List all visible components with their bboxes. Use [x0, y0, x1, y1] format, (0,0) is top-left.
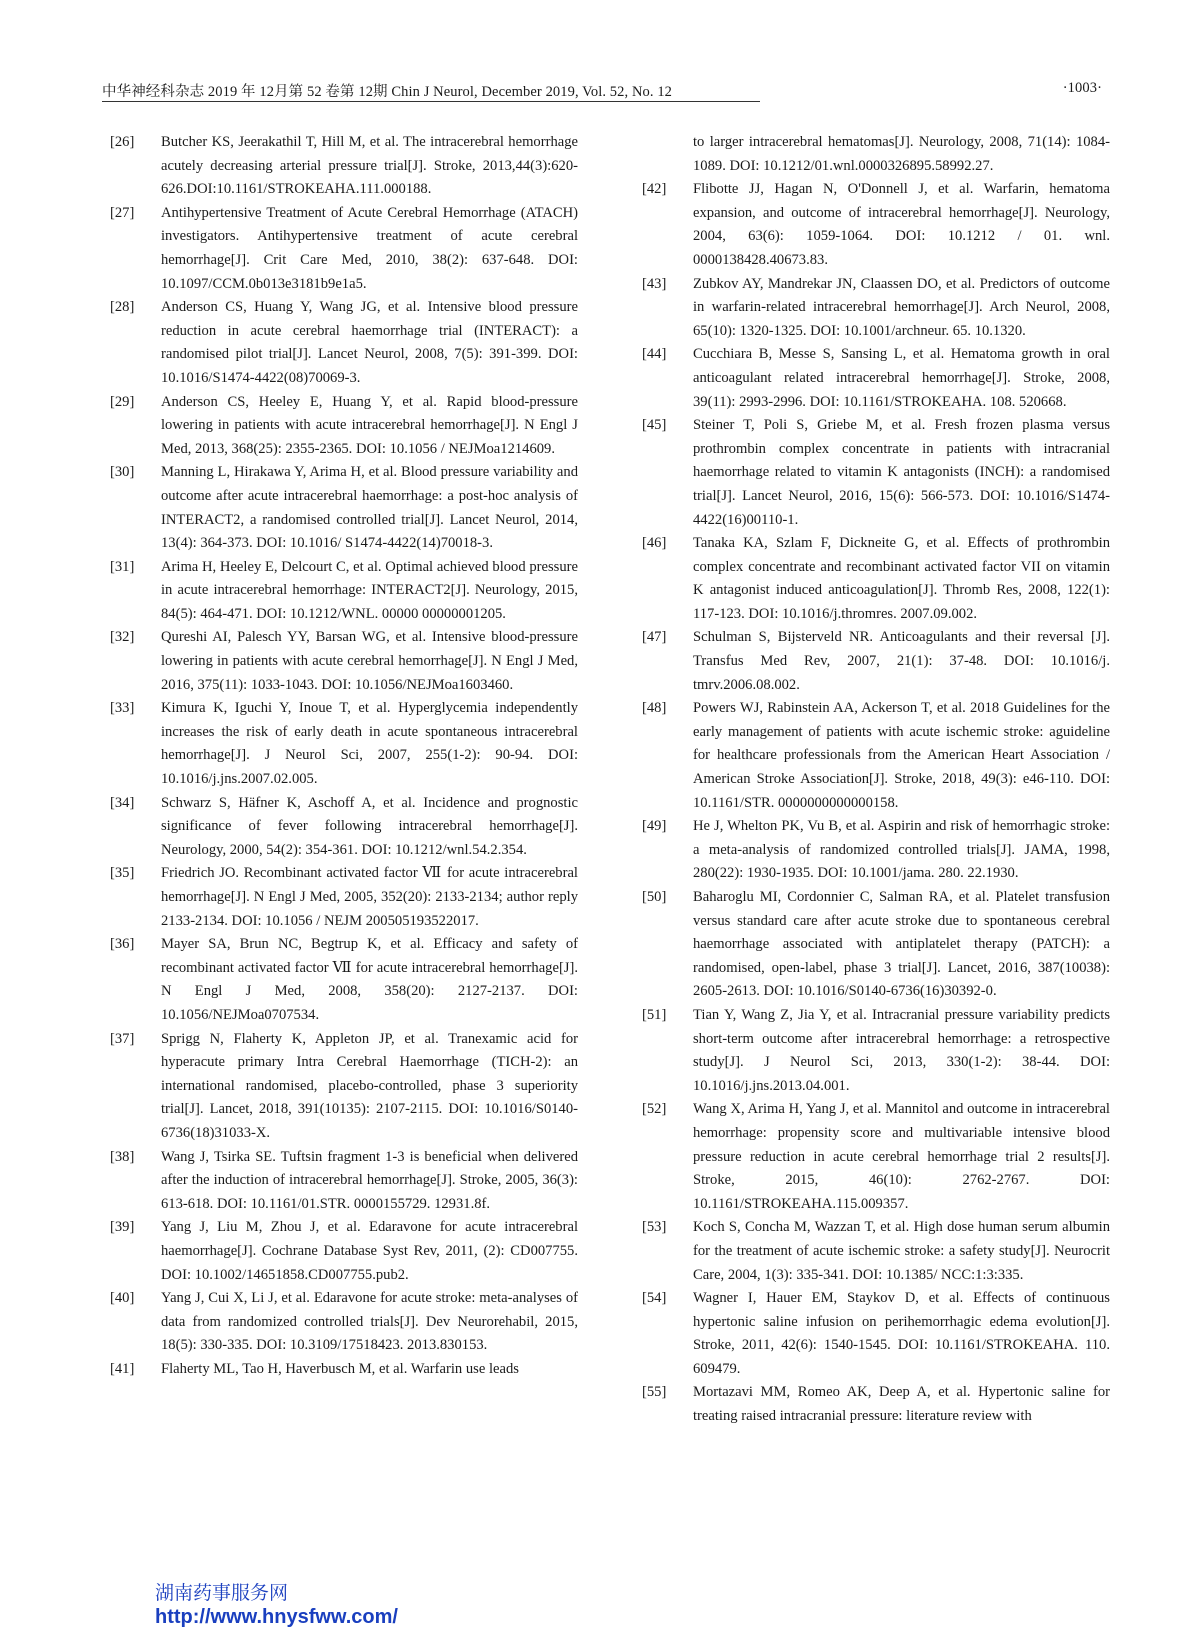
reference-number: [43] — [642, 275, 667, 292]
reference-text: Anderson CS, Heeley E, Huang Y, et al. Rapid blood-pressure lowering in patients with acute intracerebral hemorrhage[J]. N Engl J Med, 2013, 368(25): 2355-2365. DOI: 10.1056 / NEJMoa1214609. — [161, 393, 578, 457]
reference-text: Butcher KS, Jeerakathil T, Hill M, et al. The intracerebral hemorrhage acutely decreasing arterial pressure trial[J]. Stroke, 2013,44(3):620-626.DOI:10.1161/STROKEAHA.111.000188. — [161, 134, 578, 198]
reference-number: [35] — [110, 865, 135, 882]
reference-item — [110, 697, 578, 791]
reference-text: Baharoglu MI, Cordonnier C, Salman RA, et al. Platelet transfusion versus standard care after acute stroke due to spontaneous cerebral haemorrhage associated with antiplatelet therapy (PATCH): a randomised, open-label, phase 3 trial[J]. Lancet, 2016, 387(10038): 2605-2613. DOI: 10.1016/S0140-6736(16)30392-0. — [693, 889, 1110, 1000]
references-right-column — [642, 131, 1110, 1429]
reference-item — [110, 296, 578, 390]
watermark-site-name: 湖南药事服务网 — [155, 1582, 289, 1604]
reference-text: Powers WJ, Rabinstein AA, Ackerson T, et al. 2018 Guidelines for the early management of patients with acute ischemic stroke: aguideline for healthcare professionals from the American Heart Association / American Stroke Association[J]. Stroke, 2018, 49(3): e46-110. DOI: 10.1161/STR. 0000000000000158. — [693, 700, 1110, 811]
reference-number: [41] — [110, 1360, 135, 1377]
reference-text: Steiner T, Poli S, Griebe M, et al. Fresh frozen plasma versus prothrombin complex concentrate in patients with intracranial haemorrhage related to vitamin K antagonists (INCH): a randomised trial[J]. Lancet Neurol, 2016, 15(6): 566-573. DOI: 10.1016/S1474-4422(16)00110-1. — [693, 417, 1110, 528]
reference-text: Arima H, Heeley E, Delcourt C, et al. Optimal achieved blood pressure in acute intracerebral hemorrhage: INTERACT2[J]. Neurology, 2015, 84(5): 464-471. DOI: 10.1212/WNL. 00000 00000001205. — [161, 558, 578, 622]
reference-text: Sprigg N, Flaherty K, Appleton JP, et al. Tranexamic acid for hyperacute primary Intra Cerebral Haemorrhage (TICH-2): an international randomised, placebo-controlled, phase 3 superiority trial[J]. Lancet, 2018, 391(10135): 2107-2115. DOI: 10.1016/S0140-6736(18)31033-X. — [161, 1030, 578, 1141]
reference-text: Manning L, Hirakawa Y, Arima H, et al. Blood pressure variability and outcome after acute intracerebral haemorrhage: a post-hoc analysis of INTERACT2, a randomised controlled trial[J]. Lancet Neurol, 2014, 13(4): 364-373. DOI: 10.1016/ S1474-4422(14)70018-3. — [161, 464, 578, 552]
reference-number: [54] — [642, 1290, 667, 1307]
reference-item — [110, 461, 578, 555]
reference-item — [110, 933, 578, 1027]
reference-item — [110, 626, 578, 697]
reference-text: He J, Whelton PK, Vu B, et al. Aspirin and risk of hemorrhagic stroke: a meta-analysis of randomized controlled trials[J]. JAMA, 1998, 280(22): 1930-1935. DOI: 10.1001/jama. 280. 22.1930. — [693, 818, 1110, 882]
reference-text: Schulman S, Bijsterveld NR. Anticoagulants and their reversal [J]. Transfus Med Rev, 2007, 21(1): 37-48. DOI: 10.1016/j. tmrv.2006.08.002. — [693, 629, 1110, 693]
reference-item — [642, 1381, 1110, 1428]
reference-number: [46] — [642, 535, 667, 552]
reference-item — [642, 1004, 1110, 1098]
reference-number: [37] — [110, 1030, 135, 1047]
reference-41-continuation: to larger intracerebral hematomas[J]. Neurology, 2008, 71(14): 1084-1089. DOI: 10.1212/01.wnl.0000326895.58992.27. — [693, 134, 1110, 174]
reference-text: Friedrich JO. Recombinant activated factor Ⅶ for acute intracerebral hemorrhage[J]. N Engl J Med, 2005, 352(20): 2133-2134; author reply 2133-2134. DOI: 10.1056 / NEJM 200505193522017. — [161, 865, 578, 929]
reference-item — [642, 886, 1110, 1004]
reference-number: [47] — [642, 629, 667, 646]
reference-number: [31] — [110, 558, 135, 575]
reference-item — [110, 792, 578, 863]
reference-item — [642, 697, 1110, 815]
reference-text: Schwarz S, Häfner K, Aschoff A, et al. Incidence and prognostic significance of fever following intracerebral hemorrhage[J]. Neurology, 2000, 54(2): 354-361. DOI: 10.1212/wnl.54.2.354. — [161, 794, 578, 858]
journal-citation-header: 中华神经科杂志 2019 年 12月第 52 卷第 12期 Chin J Neurol, December 2019, Vol. 52, No. 12 — [102, 84, 673, 100]
reference-number: [45] — [642, 417, 667, 434]
reference-text: Yang J, Liu M, Zhou J, et al. Edaravone for acute intracerebral haemorrhage[J]. Cochrane Database Syst Rev, 2011, (2): CD007755. DOI: 10.1002/14651858.CD007755.pub2. — [161, 1219, 578, 1283]
reference-text: Yang J, Cui X, Li J, et al. Edaravone for acute stroke: meta-analyses of data from randomized controlled trials[J]. Dev Neurorehabil, 2015, 18(5): 330-335. DOI: 10.3109/17518423. 2013.830153. — [161, 1290, 578, 1354]
reference-item — [110, 391, 578, 462]
reference-number: [32] — [110, 629, 135, 646]
reference-item — [642, 1098, 1110, 1216]
reference-number: [51] — [642, 1006, 667, 1023]
reference-item — [110, 1216, 578, 1287]
reference-item — [110, 1028, 578, 1146]
reference-item — [642, 343, 1110, 414]
reference-number: [30] — [110, 464, 135, 481]
reference-text: Flaherty ML, Tao H, Haverbusch M, et al. Warfarin use leads — [161, 1360, 519, 1377]
reference-text: Flibotte JJ, Hagan N, O'Donnell J, et al. Warfarin, hematoma expansion, and outcome of intracerebral hemorrhage[J]. Neurology, 2004, 63(6): 1059-1064. DOI: 10.1212 / 01. wnl. 0000138428.40673.83. — [693, 181, 1110, 268]
reference-text: Koch S, Concha M, Wazzan T, et al. High dose human serum albumin for the treatment of acute ischemic stroke: a safety study[J]. Neurocrit Care, 2004, 1(3): 335-341. DOI: 10.1385/ NCC:1:3:335. — [693, 1219, 1110, 1283]
reference-text: Cucchiara B, Messe S, Sansing L, et al. Hematoma growth in oral anticoagulant related intracerebral hemorrhage[J]. Stroke, 2008, 39(11): 2993-2996. DOI: 10.1161/STROKEAHA. 108. 520668. — [693, 346, 1110, 410]
reference-number: [27] — [110, 204, 135, 221]
reference-item — [110, 1287, 578, 1358]
reference-text: Tanaka KA, Szlam F, Dickneite G, et al. Effects of prothrombin complex concentrate and recombinant activated factor VII on vitamin K antagonist induced anticoagulation[J]. Thromb Res, 2008, 122(1): 117-123. DOI: 10.1016/j.thromres. 2007.09.002. — [693, 535, 1110, 622]
page-number: ·1003· — [1062, 80, 1102, 96]
reference-item — [642, 626, 1110, 697]
reference-text: Wang J, Tsirka SE. Tuftsin fragment 1-3 is beneficial when delivered after the induction of intracerebral hemorrhage[J]. Stroke, 2005, 36(3): 613-618. DOI: 10.1161/01.STR. 0000155729. 12931.8f. — [161, 1148, 578, 1212]
reference-number: [34] — [110, 794, 135, 811]
reference-item — [110, 1146, 578, 1217]
reference-text: Antihypertensive Treatment of Acute Cerebral Hemorrhage (ATACH) investigators. Antihypertensive treatment of acute cerebral hemorrhage[J]. Crit Care Med, 2010, 38(2): 637-648. DOI: 10.1097/CCM.0b013e3181b9e1a5. — [161, 204, 578, 292]
references-left-column — [110, 131, 578, 1381]
reference-item — [642, 532, 1110, 626]
reference-text: Mayer SA, Brun NC, Begtrup K, et al. Efficacy and safety of recombinant activated factor Ⅶ for acute intracerebral hemorrhage[J]. N Engl J Med, 2008, 358(20): 2127-2137. DOI: 10.1056/NEJMoa0707534. — [161, 936, 578, 1023]
reference-number: [26] — [110, 134, 135, 150]
reference-text: Zubkov AY, Mandrekar JN, Claassen DO, et al. Predictors of outcome in warfarin-related intracerebral hemorrhage[J]. Arch Neurol, 2008, 65(10): 1320-1325. DOI: 10.1001/archneur. 65. 10.1320. — [693, 275, 1110, 339]
reference-item — [110, 556, 578, 627]
reference-number: [29] — [110, 393, 135, 410]
reference-item — [110, 131, 578, 202]
reference-text: Wagner I, Hauer EM, Staykov D, et al. Effects of continuous hypertonic saline infusion on perihemorrhagic edema evolution[J]. Stroke, 2011, 42(6): 1540-1545. DOI: 10.1161/STROKEAHA. 110. 609479. — [693, 1290, 1110, 1377]
reference-number: [33] — [110, 700, 135, 717]
reference-number: [48] — [642, 700, 667, 717]
reference-text: Kimura K, Iguchi Y, Inoue T, et al. Hyperglycemia independently increases the risk of early death in acute spontaneous intracerebral hemorrhage[J]. J Neurol Sci, 2007, 255(1-2): 90-94. DOI: 10.1016/j.jns.2007.02.005. — [161, 700, 578, 788]
reference-number: [39] — [110, 1219, 135, 1236]
reference-item — [110, 862, 578, 933]
reference-number: [38] — [110, 1148, 135, 1165]
reference-number: [55] — [642, 1384, 667, 1401]
reference-text: Tian Y, Wang Z, Jia Y, et al. Intracranial pressure variability predicts short-term outcome after intracerebral hemorrhage: a retrospective study[J]. J Neurol Sci, 2013, 330(1-2): 38-44. DOI: 10.1016/j.jns.2013.04.001. — [693, 1006, 1110, 1094]
header-rule — [102, 101, 760, 102]
reference-number: [36] — [110, 936, 135, 953]
reference-number: [42] — [642, 181, 667, 198]
watermark-url[interactable]: http://www.hnysfww.com/ — [155, 1606, 398, 1628]
reference-item — [642, 1287, 1110, 1381]
reference-text: Wang X, Arima H, Yang J, et al. Mannitol and outcome in intracerebral hemorrhage: propensity score and multivariable intensive blood pressure reduction in acute cerebral hemorrhage trial 2 results[J]. Stroke, 2015, 46(10): 2762-2767. DOI: 10.1161/STROKEAHA.115.009357. — [693, 1101, 1110, 1212]
reference-item — [110, 1358, 578, 1382]
reference-number: [28] — [110, 299, 135, 316]
reference-text: Anderson CS, Huang Y, Wang JG, et al. Intensive blood pressure reduction in acute cerebral haemorrhage trial (INTERACT): a randomised pilot trial[J]. Lancet Neurol, 2008, 7(5): 391-399. DOI: 10.1016/S1474-4422(08)70069-3. — [161, 299, 578, 386]
reference-number: [49] — [642, 818, 667, 835]
running-header — [102, 80, 1102, 102]
site-watermark — [155, 1581, 398, 1629]
reference-number: [44] — [642, 346, 667, 363]
reference-number: [50] — [642, 889, 667, 905]
reference-number: [52] — [642, 1101, 667, 1118]
reference-number: [40] — [110, 1290, 135, 1307]
reference-item — [642, 815, 1110, 886]
reference-item — [642, 414, 1110, 532]
reference-item — [110, 202, 578, 296]
reference-item — [642, 273, 1110, 344]
reference-number: [53] — [642, 1219, 667, 1236]
reference-text: Qureshi AI, Palesch YY, Barsan WG, et al. Intensive blood-pressure lowering in patients with acute cerebral hemorrhage[J]. N Engl J Med, 2016, 375(11): 1033-1043. DOI: 10.1056/NEJMoa1603460. — [161, 629, 578, 693]
reference-item — [642, 1216, 1110, 1287]
reference-item — [642, 178, 1110, 272]
reference-text: Mortazavi MM, Romeo AK, Deep A, et al. Hypertonic saline for treating raised intracranial pressure: literature review with — [693, 1384, 1110, 1425]
